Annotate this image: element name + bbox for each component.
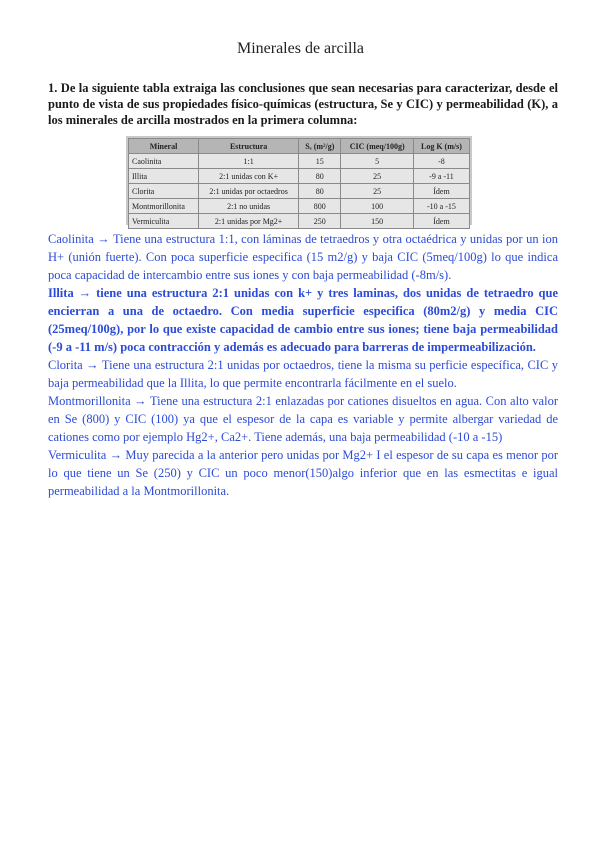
- cell-mineral: Clorita: [129, 184, 199, 199]
- cell-logk: -10 a -15: [413, 199, 469, 214]
- page-title: Minerales de arcilla: [236, 40, 365, 57]
- header-se: Sₑ (m²/g): [299, 139, 341, 154]
- answer-illita: Illita → tiene una estructura 2:1 unidas con k+ y tres laminas, dos unidas de tetraedro que encierran a una de octaedro. Con media superficie especifica (80m2/g) y media CIC (25meq/100g), por lo que existe capacidad de cambio entre sus iones; tiene baja permeabilidad (-9 a -11 m/s) poca contracción y además es adecuado para barreras de impermeabilización.: [48, 286, 558, 354]
- cell-cic: 25: [341, 169, 413, 184]
- cell-se: 80: [299, 169, 341, 184]
- cell-cic: 25: [341, 184, 413, 199]
- header-logk: Log K (m/s): [413, 139, 469, 154]
- table-row: [129, 169, 470, 184]
- table-row: [129, 199, 470, 214]
- cell-cic: 5: [341, 154, 413, 169]
- cell-estructura: 2:1 no unidas: [199, 199, 299, 214]
- question-text: 1. De la siguiente tabla extraiga las conclusiones que sean necesarias para caracterizar, desde el punto de vista de sus propiedades físico-químicas (estructura, Se y CIC) y permeabilidad (K), a los minerales de arcilla mostrados en la primera columna:: [48, 81, 558, 127]
- cell-mineral: Vermiculita: [129, 214, 199, 229]
- cell-logk: -9 a -11: [413, 169, 469, 184]
- mineral-table-image: [126, 136, 472, 225]
- cell-mineral: Caolinita: [129, 154, 199, 169]
- cell-logk: -8: [413, 154, 469, 169]
- cell-cic: 150: [341, 214, 413, 229]
- cell-estructura: 1:1: [199, 154, 299, 169]
- header-mineral: Mineral: [129, 139, 199, 154]
- mineral-table: [128, 138, 470, 229]
- header-estructura: Estructura: [199, 139, 299, 154]
- table-row: [129, 154, 470, 169]
- cell-se: 80: [299, 184, 341, 199]
- cell-estructura: 2:1 unidas por octaedros: [199, 184, 299, 199]
- cell-se: 15: [299, 154, 341, 169]
- table-header-row: [129, 139, 470, 154]
- cell-se: 250: [299, 214, 341, 229]
- cell-estructura: 2:1 unidas con K+: [199, 169, 299, 184]
- cell-logk: Ídem: [413, 184, 469, 199]
- table-row: [129, 214, 470, 229]
- header-cic: CIC (meq/100g): [341, 139, 413, 154]
- cell-mineral: Illita: [129, 169, 199, 184]
- cell-cic: 100: [341, 199, 413, 214]
- cell-mineral: Montmorillonita: [129, 199, 199, 214]
- cell-logk: Ídem: [413, 214, 469, 229]
- answer-section: [48, 230, 558, 500]
- answer-montmorillonita: Montmorillonita → Tiene una estructura 2:1 enlazadas por cationes disueltos en agua. Con alto valor en Se (800) y CIC (100) ya que el espesor de la capa es variable y permite albergar variedad de cationes como por ejemplo Hg2+, Ca2+. Tiene además, una baja permeabilidad (-10 a -15): [48, 394, 558, 444]
- table-row: [129, 184, 470, 199]
- cell-estructura: 2:1 unidas por Mg2+: [199, 214, 299, 229]
- answer-caolinita: Caolinita → Tiene una estructura 1:1, con láminas de tetraedros y otra octaédrica y unidas por un ion H+ (unión fuerte). Con poca superficie especifica (15 m2/g) y baja CIC (5meq/100g) lo que indica poca capacidad de intercambio entre sus iones y con baja permeabilidad (-8m/s).: [48, 232, 558, 282]
- answer-clorita: Clorita → Tiene una estructura 2:1 unidas por octaedros, tiene la misma su perficie específica, CIC y baja permeabilidad que la Illita, lo que permite encontrarla fácilmente en el suelo.: [48, 358, 558, 390]
- cell-se: 800: [299, 199, 341, 214]
- answer-vermiculita: Vermiculita → Muy parecida a la anterior pero unidas por Mg2+ I el espesor de su capa es menor por lo que tiene un Se (250) y CIC un poco menor(150)algo inferior que en las esmectitas e igual permeabilidad a la Montmorillonita.: [48, 448, 558, 498]
